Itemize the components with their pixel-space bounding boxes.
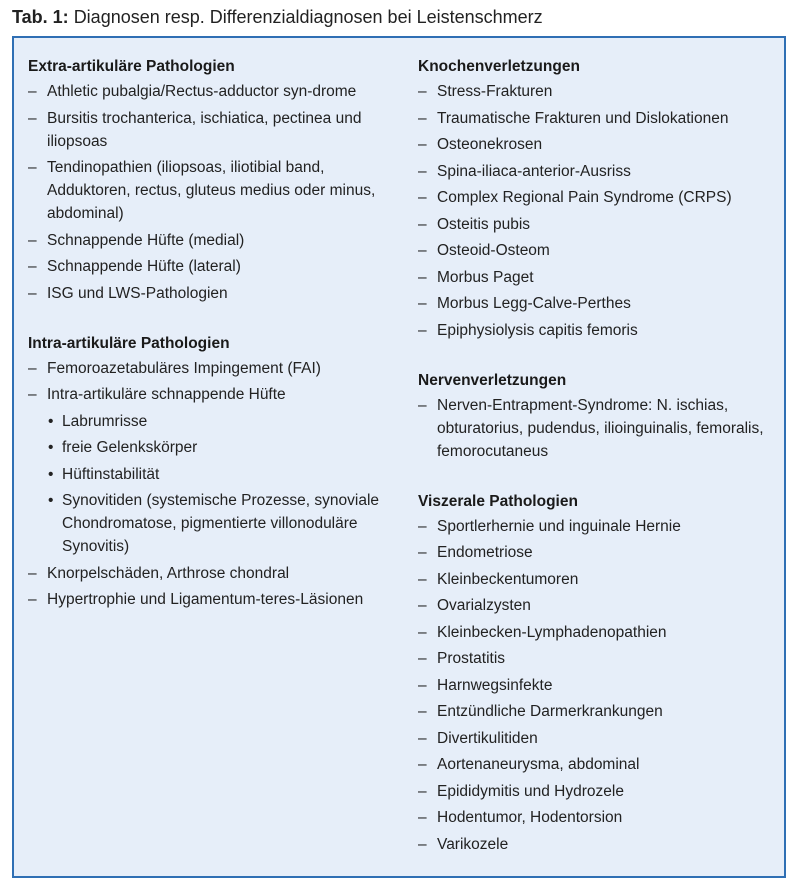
list-item: – Spina-iliaca-anterior-Ausriss <box>418 160 782 183</box>
list-item: – Epididymitis und Hydrozele <box>418 780 782 803</box>
intra-articular-list-continued <box>28 562 398 612</box>
section-title-bone-injuries: Knochenverletzungen <box>418 58 580 75</box>
left-column <box>28 54 398 637</box>
visceral-list <box>418 515 782 856</box>
list-item: – Morbus Paget <box>418 266 782 289</box>
list-item: – Varikozele <box>418 833 782 856</box>
list-item: – Kleinbeckentumoren <box>418 568 782 591</box>
sub-list-item: • freie Gelenkskörper <box>48 436 398 459</box>
list-item: – Nerven-Entrapment-Syndrome: N. ischias, obturatorius, pudendus, ilioinguinalis, femoralis, femorocutaneus <box>418 394 782 463</box>
list-item: – Entzündliche Darmerkrankungen <box>418 700 782 723</box>
sub-list-item: • Hüftinstabilität <box>48 463 398 486</box>
section-intra-articular <box>28 331 398 612</box>
nerve-injuries-list <box>418 394 782 463</box>
list-item: – Morbus Legg-Calve-Perthes <box>418 292 782 315</box>
list-item: – Epiphysiolysis capitis femoris <box>418 319 782 342</box>
bone-injuries-list <box>418 80 782 342</box>
list-item: – Femoroazetabuläres Impingement (FAI) <box>28 357 398 380</box>
right-column <box>418 54 782 882</box>
list-item: – Endometriose <box>418 541 782 564</box>
diagnosis-table-panel <box>12 36 786 878</box>
list-item: – Hypertrophie und Ligamentum-teres-Läsionen <box>28 588 398 611</box>
list-item: – Prostatitis <box>418 647 782 670</box>
list-item: – Stress-Frakturen <box>418 80 782 103</box>
list-item: – Osteoid-Osteom <box>418 239 782 262</box>
list-item: – Aortenaneurysma, abdominal <box>418 753 782 776</box>
list-item: – Intra-artikuläre schnappende Hüfte <box>28 383 398 406</box>
list-item: – Ovarialzysten <box>418 594 782 617</box>
list-item: – Kleinbecken-Lymphadenopathien <box>418 621 782 644</box>
list-item: – Sportlerhernie und inguinale Hernie <box>418 515 782 538</box>
section-visceral <box>418 489 782 856</box>
intra-articular-sublist <box>28 410 398 559</box>
caption-text: Diagnosen resp. Differenzialdiagnosen bei Leistenschmerz <box>73 7 543 27</box>
section-nerve-injuries <box>418 368 782 463</box>
list-item: – Divertikulitiden <box>418 727 782 750</box>
list-item: – Complex Regional Pain Syndrome (CRPS) <box>418 186 782 209</box>
list-item: – Tendinopathien (iliopsoas, iliotibial band, Adduktoren, rectus, gluteus medius oder minus, abdominal) <box>28 156 398 225</box>
section-title-intra-articular: Intra-artikuläre Pathologien <box>28 334 230 352</box>
section-bone-injuries <box>418 54 782 342</box>
extra-articular-list <box>28 80 398 305</box>
sub-list-item: • Labrumrisse <box>48 410 398 433</box>
table-caption <box>12 6 543 28</box>
list-item: – Harnwegsinfekte <box>418 674 782 697</box>
caption-label: Tab. 1: <box>12 7 69 27</box>
list-item: – Hodentumor, Hodentorsion <box>418 806 782 829</box>
list-item: – Athletic pubalgia/Rectus-adductor syn-drome <box>28 80 398 103</box>
list-item: – Knorpelschäden, Arthrose chondral <box>28 562 398 585</box>
intra-articular-list <box>28 357 398 407</box>
section-title-nerve-injuries: Nervenverletzungen <box>418 371 567 389</box>
list-item: – Traumatische Frakturen und Dislokationen <box>418 107 782 130</box>
list-item: – Osteonekrosen <box>418 133 782 156</box>
list-item: – Schnappende Hüfte (lateral) <box>28 255 398 278</box>
section-title-extra-articular: Extra-artikuläre Pathologien <box>28 58 235 75</box>
section-title-visceral: Viszerale Pathologien <box>418 492 578 510</box>
sub-list-item: • Synovitiden (systemische Prozesse, synoviale Chondromatose, pigmentierte villonoduläre Synovitis) <box>48 489 398 558</box>
list-item: – Schnappende Hüfte (medial) <box>28 229 398 252</box>
list-item: – Bursitis trochanterica, ischiatica, pectinea und iliopsoas <box>28 107 398 153</box>
section-extra-articular <box>28 54 398 305</box>
list-item: – Osteitis pubis <box>418 213 782 236</box>
list-item: – ISG und LWS-Pathologien <box>28 282 398 305</box>
